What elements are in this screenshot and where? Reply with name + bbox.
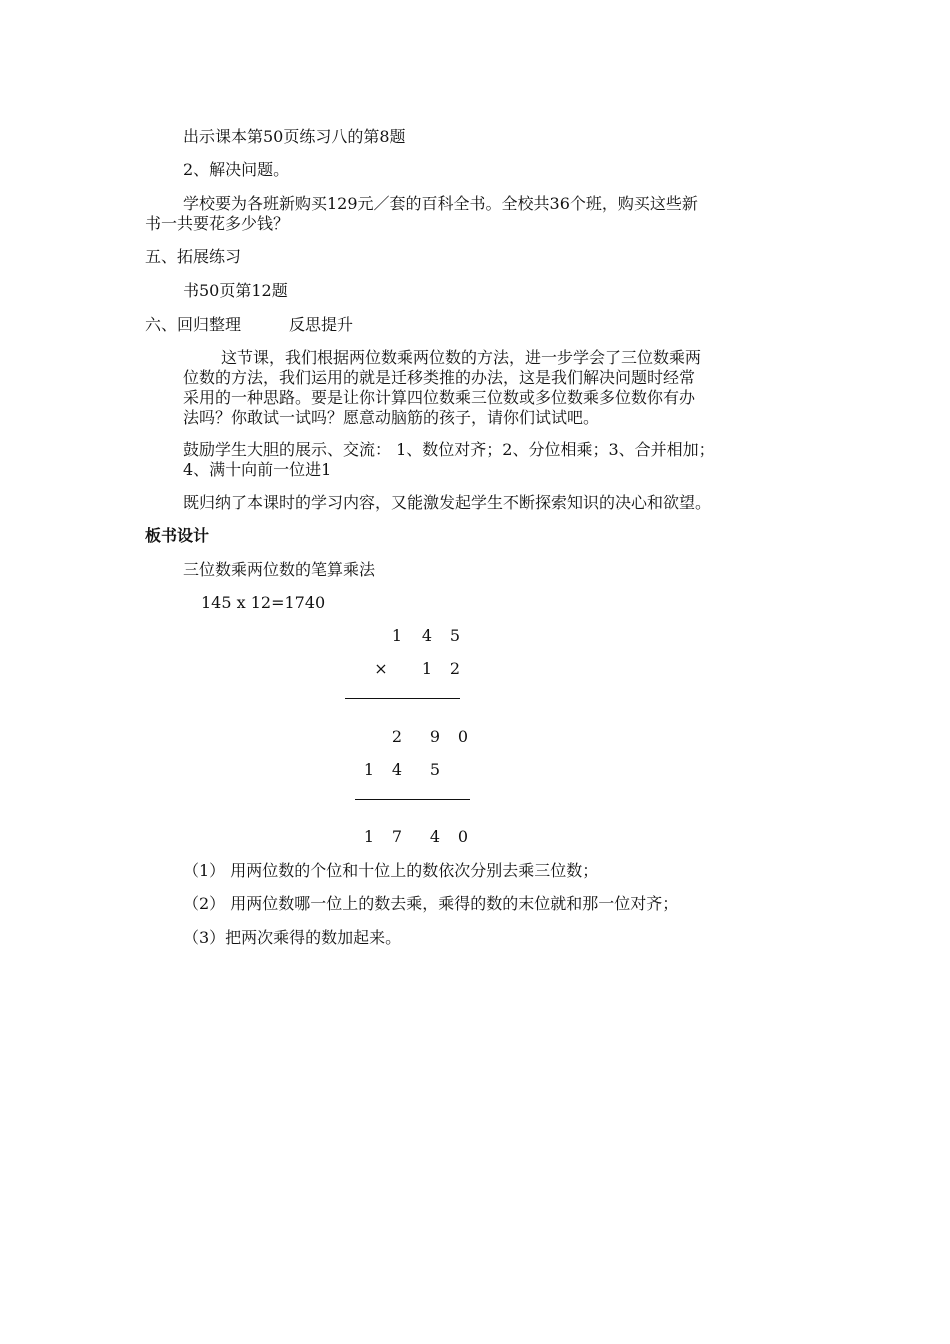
summary-line-4: 法吗？你敢试一试吗？愿意动脑筋的孩子，请你们试试吧。 xyxy=(183,408,600,427)
board-equation: 145 x 12=1740 xyxy=(201,593,326,612)
conclusion-line: 既归纳了本课时的学习内容，又能激发起学生不断探索知识的决心和欲望。 xyxy=(183,493,712,512)
encourage-line-2: 4、满十向前一位进1 xyxy=(183,460,332,479)
calc-digit: 9 xyxy=(429,727,441,746)
calc-digit: 5 xyxy=(449,626,461,645)
calc-digit: 1 xyxy=(391,626,403,645)
section-heading-review: 六、回归整理 xyxy=(145,315,242,334)
encourage-line-1: 鼓励学生大胆的展示、交流： 1、数位对齐；2、分位相乘；3、合并相加； xyxy=(183,440,715,459)
board-title: 三位数乘两位数的笔算乘法 xyxy=(183,560,376,579)
times-sign: × xyxy=(374,659,388,678)
calc-digit: 4 xyxy=(429,827,441,846)
calc-digit: 4 xyxy=(421,626,433,645)
section-heading-extension: 五、拓展练习 xyxy=(145,247,242,266)
calc-digit: 0 xyxy=(457,727,469,746)
calc-digit: 1 xyxy=(363,827,375,846)
calc-digit: 4 xyxy=(391,760,403,779)
calc-digit: 7 xyxy=(391,827,403,846)
rule-note-1: （1） 用两位数的个位和十位上的数依次分别去乘三位数； xyxy=(183,861,599,880)
calc-digit: 1 xyxy=(421,659,433,678)
section-heading-reflect: 反思提升 xyxy=(289,315,354,334)
board-design-heading: 板书设计 xyxy=(145,526,210,545)
text-line-exercise-ref: 出示课本第50页练习八的第8题 xyxy=(183,127,406,146)
text-line-book-ref: 书50页第12题 xyxy=(183,281,288,300)
calc-digit: 2 xyxy=(449,659,461,678)
calc-digit: 5 xyxy=(429,760,441,779)
rule-note-3: （3）把两次乘得的数加起来。 xyxy=(183,928,402,947)
summary-line-1: 这节课，我们根据两位数乘两位数的方法，进一步学会了三位数乘两 xyxy=(221,348,702,367)
summary-line-2: 位数的方法，我们运用的就是迁移类推的办法，这是我们解决问题时经常 xyxy=(183,368,696,387)
summary-line-3: 采用的一种思路。要是让你计算四位数乘三位数或多位数乘多位数你有办 xyxy=(183,388,696,407)
rule-note-2: （2） 用两位数哪一位上的数去乘，乘得的数的末位就和那一位对齐； xyxy=(183,894,679,913)
calc-digit: 2 xyxy=(391,727,403,746)
calc-digit: 0 xyxy=(457,827,469,846)
text-line-problem-2: 书一共要花多少钱？ xyxy=(145,214,290,233)
text-line-problem-1: 学校要为各班新购买129元／套的百科全书。全校共36个班，购买这些新 xyxy=(183,194,698,213)
calc-digit: 1 xyxy=(363,760,375,779)
text-line-solve-heading: 2、解决问题。 xyxy=(183,160,290,179)
calc-rule-1 xyxy=(345,698,460,699)
calc-rule-2 xyxy=(355,799,470,800)
